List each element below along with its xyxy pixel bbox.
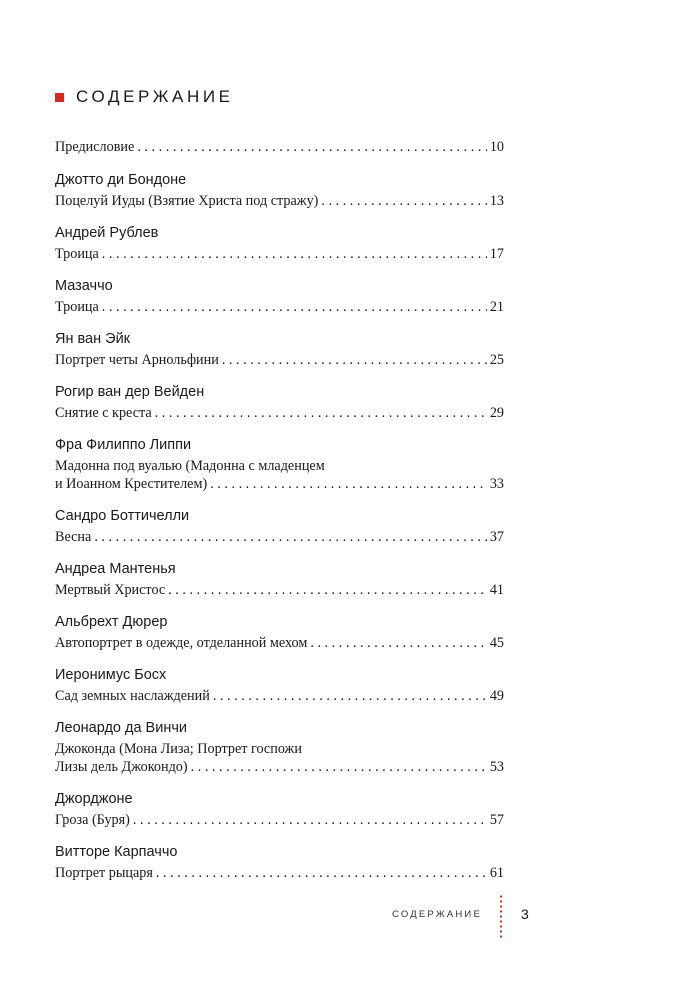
toc-entry[interactable] xyxy=(55,758,504,776)
artist-name: Иеронимус Босх xyxy=(55,667,167,683)
artist-name: Ян ван Эйк xyxy=(55,331,131,347)
dot-leader xyxy=(156,864,487,882)
toc-section xyxy=(55,329,504,369)
artist-name: Джотто ди Бондоне xyxy=(55,172,187,188)
artwork-title: Снятие с креста xyxy=(55,405,152,421)
artist-name: Леонардо да Винчи xyxy=(55,720,187,736)
contents-title: СОДЕРЖАНИЕ xyxy=(76,87,234,106)
toc-section xyxy=(55,506,504,546)
toc-page-number: 41 xyxy=(489,582,504,598)
dot-leader xyxy=(191,758,487,776)
toc-page-number: 25 xyxy=(489,352,504,368)
toc-section xyxy=(55,842,504,882)
dotted-divider xyxy=(500,894,502,938)
artwork-title: Троица xyxy=(55,299,99,315)
toc-entry[interactable] xyxy=(55,298,504,316)
artwork-title: Лизы дель Джокондо) xyxy=(55,759,188,775)
toc-entry[interactable] xyxy=(55,404,504,422)
table-of-contents xyxy=(55,138,504,895)
dot-leader xyxy=(213,687,487,705)
toc-entry[interactable] xyxy=(55,351,504,369)
toc-page-number: 10 xyxy=(489,139,504,155)
toc-section xyxy=(55,665,504,705)
dot-leader xyxy=(102,245,487,263)
toc-section xyxy=(55,559,504,599)
dot-leader xyxy=(310,634,486,652)
dot-leader xyxy=(102,298,487,316)
toc-entry-title: Предисловие xyxy=(55,139,135,155)
toc-entry[interactable] xyxy=(55,687,504,705)
artwork-title: Весна xyxy=(55,529,92,545)
artist-name: Джорджоне xyxy=(55,791,133,807)
toc-page-number: 45 xyxy=(489,635,504,651)
toc-section xyxy=(55,435,504,493)
red-square-marker-icon xyxy=(55,93,64,102)
toc-sections xyxy=(55,170,504,882)
toc-page-number: 37 xyxy=(489,529,504,545)
artwork-title: Автопортрет в одежде, отделанной мехом xyxy=(55,635,308,651)
toc-page-number: 33 xyxy=(489,476,504,492)
artwork-title: Портрет рыцаря xyxy=(55,865,153,881)
page-number: 3 xyxy=(521,906,529,922)
toc-page-number: 17 xyxy=(489,246,504,262)
dot-leader xyxy=(94,528,487,546)
artwork-title-line: Джоконда (Мона Лиза; Портрет госпожи xyxy=(55,741,302,757)
toc-page-number: 49 xyxy=(489,688,504,704)
toc-page-number: 13 xyxy=(489,193,504,209)
toc-entry[interactable] xyxy=(55,634,504,652)
artwork-title: Поцелуй Иуды (Взятие Христа под стражу) xyxy=(55,193,319,209)
contents-heading xyxy=(55,87,234,107)
artwork-title-line: Мадонна под вуалью (Мадонна с младенцем xyxy=(55,458,325,474)
artist-name: Андреа Мантенья xyxy=(55,561,176,577)
toc-entry-preface[interactable] xyxy=(55,138,504,156)
dot-leader xyxy=(222,351,487,369)
toc-section xyxy=(55,718,504,776)
running-title: СОДЕРЖАНИЕ xyxy=(392,909,482,920)
dot-leader xyxy=(137,138,486,156)
artwork-title: и Иоанном Крестителем) xyxy=(55,476,208,492)
dot-leader xyxy=(133,811,487,829)
toc-page-number: 21 xyxy=(489,299,504,315)
artwork-title: Мертвый Христос xyxy=(55,582,166,598)
page-footer xyxy=(0,906,682,940)
toc-entry[interactable] xyxy=(55,528,504,546)
artist-name: Витторе Карпаччо xyxy=(55,844,178,860)
toc-section xyxy=(55,382,504,422)
artwork-title: Портрет четы Арнольфини xyxy=(55,352,219,368)
artist-name: Альбрехт Дюрер xyxy=(55,614,168,630)
artist-name: Андрей Рублев xyxy=(55,225,159,241)
toc-section xyxy=(55,276,504,316)
artist-name: Мазаччо xyxy=(55,278,113,294)
toc-entry[interactable] xyxy=(55,192,504,210)
toc-section xyxy=(55,789,504,829)
artist-name: Фра Филиппо Липпи xyxy=(55,437,192,453)
toc-section xyxy=(55,223,504,263)
dot-leader xyxy=(321,192,486,210)
toc-entry[interactable] xyxy=(55,811,504,829)
artwork-title: Сад земных наслаждений xyxy=(55,688,210,704)
artwork-title: Троица xyxy=(55,246,99,262)
toc-page-number: 61 xyxy=(489,865,504,881)
toc-section xyxy=(55,170,504,210)
toc-entry[interactable] xyxy=(55,245,504,263)
artwork-title: Гроза (Буря) xyxy=(55,812,130,828)
toc-page-number: 53 xyxy=(489,759,504,775)
artist-name: Рогир ван дер Вейден xyxy=(55,384,205,400)
toc-page-number: 29 xyxy=(489,405,504,421)
toc-section xyxy=(55,612,504,652)
dot-leader xyxy=(168,581,487,599)
toc-page-number: 57 xyxy=(489,812,504,828)
artist-name: Сандро Боттичелли xyxy=(55,508,190,524)
toc-entry[interactable] xyxy=(55,475,504,493)
toc-entry[interactable] xyxy=(55,864,504,882)
dot-leader xyxy=(155,404,487,422)
dot-leader xyxy=(210,475,487,493)
toc-entry[interactable] xyxy=(55,581,504,599)
